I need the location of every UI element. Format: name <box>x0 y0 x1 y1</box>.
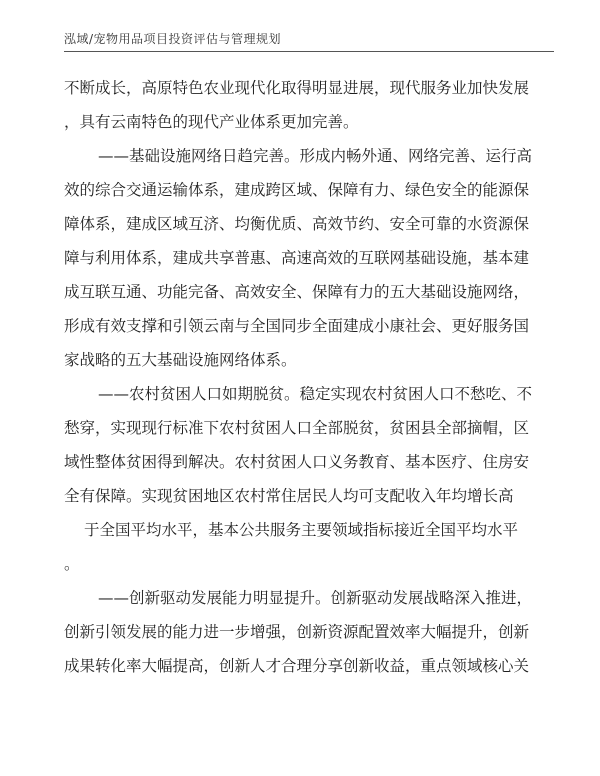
header-divider <box>64 51 554 52</box>
body-line-9: 家战略的五大基础设施网络体系。 <box>64 351 297 369</box>
body-line-13: 全有保障。实现贫困地区农村常住居民人均可支配收入年均增长高 <box>64 487 514 505</box>
body-line-7: 成互联互通、功能完备、高效安全、保障有力的五大基础设施网络， <box>64 283 530 301</box>
body-line-15: 。 <box>64 555 80 573</box>
body-line-6: 障与利用体系，建成共享普惠、高速高效的互联网基础设施，基本建 <box>64 249 530 267</box>
body-line-3: ——基础设施网络日趋完善。形成内畅外通、网络完善、运行高 <box>98 147 533 165</box>
body-line-2: ，具有云南特色的现代产业体系更加完善。 <box>64 113 359 131</box>
body-line-1: 不断成长，高原特色农业现代化取得明显进展，现代服务业加快发展 <box>64 79 530 97</box>
body-line-12: 域性整体贫困得到解决。农村贫困人口义务教育、基本医疗、住房安 <box>64 453 530 471</box>
body-line-16: ——创新驱动发展能力明显提升。创新驱动发展战略深入推进， <box>98 589 533 607</box>
body-line-11: 愁穿，实现现行标准下农村贫困人口全部脱贫，贫困县全部摘帽，区 <box>64 419 530 437</box>
body-line-4: 效的综合交通运输体系，建成跨区域、保障有力、绿色安全的能源保 <box>64 181 530 199</box>
body-line-8: 形成有效支撑和引领云南与全国同步全面建成小康社会、更好服务国 <box>64 317 530 335</box>
body-line-18: 成果转化率大幅提高，创新人才合理分享创新收益，重点领域核心关 <box>64 657 530 675</box>
body-line-5: 障体系，建成区域互济、均衡优质、高效节约、安全可靠的水资源保 <box>64 215 530 233</box>
running-header: 泓域/宠物用品项目投资评估与管理规划 <box>64 32 282 46</box>
body-line-10: ——农村贫困人口如期脱贫。稳定实现农村贫困人口不愁吃、不 <box>98 385 533 403</box>
body-line-17: 创新引领发展的能力进一步增强，创新资源配置效率大幅提升，创新 <box>64 623 530 641</box>
body-line-14: 于全国平均水平，基本公共服务主要领域指标接近全国平均水平 <box>84 521 519 539</box>
